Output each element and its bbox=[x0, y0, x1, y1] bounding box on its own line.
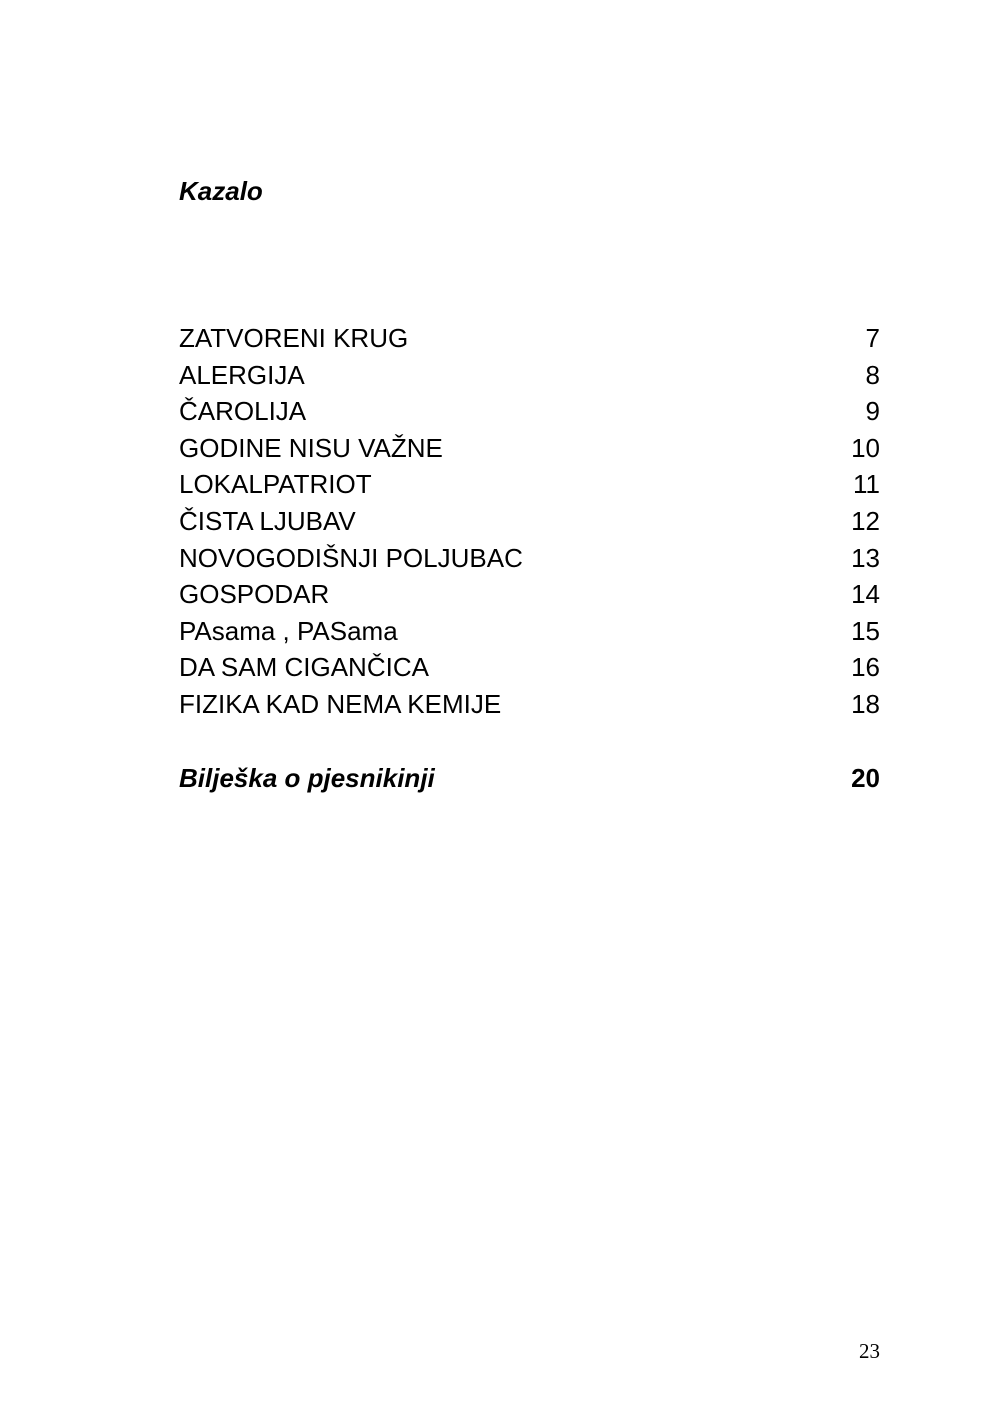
author-note-entry bbox=[179, 760, 880, 796]
toc-entry-page: 18 bbox=[851, 688, 880, 719]
toc-entry-title: ČAROLIJA bbox=[179, 396, 307, 427]
toc-entry bbox=[179, 320, 880, 357]
page-number: 23 bbox=[859, 1339, 880, 1363]
author-note-title: Bilješka o pjesnikinji bbox=[179, 763, 435, 793]
toc-entry-page: 16 bbox=[851, 652, 880, 683]
toc-entry bbox=[179, 686, 880, 723]
toc-entry bbox=[179, 393, 880, 430]
toc-entry bbox=[179, 430, 880, 467]
toc-entry-title: ČISTA LJUBAV bbox=[179, 505, 356, 536]
toc-entry-title: LOKALPATRIOT bbox=[179, 469, 372, 500]
toc-entry-page: 7 bbox=[865, 323, 880, 353]
toc-entry-page: 11 bbox=[853, 469, 880, 500]
toc-entry-page: 15 bbox=[851, 615, 880, 646]
toc-entry bbox=[179, 503, 880, 540]
toc-entry-title: NOVOGODIŠNJI POLJUBAC bbox=[179, 542, 523, 573]
toc-entry-page: 14 bbox=[851, 579, 880, 610]
toc-entry-title: ZATVORENI KRUG bbox=[179, 323, 409, 353]
toc-entry bbox=[179, 576, 880, 613]
toc-entry bbox=[179, 466, 880, 503]
toc-entry-title: FIZIKA KAD NEMA KEMIJE bbox=[179, 688, 502, 719]
toc-entry-page: 8 bbox=[865, 359, 880, 390]
page-title: Kazalo bbox=[179, 176, 263, 206]
toc-entry-title: GODINE NISU VAŽNE bbox=[179, 432, 443, 463]
toc-entry bbox=[179, 613, 880, 650]
toc-entry-page: 10 bbox=[851, 432, 880, 463]
toc-entry-page: 9 bbox=[865, 396, 880, 427]
toc-entry bbox=[179, 540, 880, 577]
toc-entry bbox=[179, 357, 880, 394]
toc-entry bbox=[179, 649, 880, 686]
toc-entry-title: GOSPODAR bbox=[179, 579, 330, 610]
table-of-contents bbox=[179, 320, 880, 723]
author-note-page: 20 bbox=[851, 763, 880, 793]
toc-entry-page: 12 bbox=[851, 505, 880, 536]
toc-entry-title: DA SAM CIGANČICA bbox=[179, 652, 429, 683]
toc-entry-title: ALERGIJA bbox=[179, 359, 305, 390]
toc-entry-title: PAsama , PASama bbox=[179, 615, 398, 646]
toc-entry-page: 13 bbox=[851, 542, 880, 573]
